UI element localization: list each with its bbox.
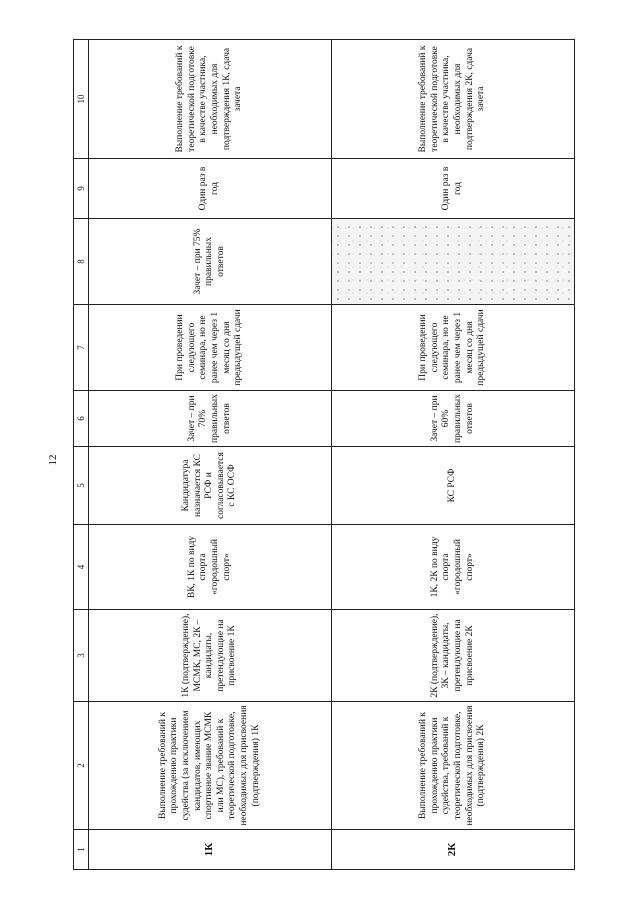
category-sport-cell: 1К, 2К по виду спорта «городошный спорт»	[332, 525, 575, 610]
requirements-cell: Выполнение требований к прохождению практики судейства (за исключением кандидатов, имеющих спортивное звание МСМК или МС), требований к теоретической подготовке, необходимых для присвоения (подтверждения) 1К	[89, 702, 332, 830]
table-row	[89, 40, 332, 870]
confirmation-cell: Выполнение требований к теоретической подготовке в качестве участника, необходимых для подтверждения 1К, сдача зачета	[89, 40, 332, 159]
test-threshold-cell: Зачет – при 60% правильных ответов	[332, 391, 575, 447]
candidates-cell: 1К (подтверждение), МСМК, МС, 2К – кандидаты, претендующие на присвоение 1К	[89, 610, 332, 702]
header-row	[74, 40, 89, 870]
frequency-cell: Один раз в год	[332, 159, 575, 219]
column-header: 9	[74, 159, 89, 219]
candidates-cell: 2К (подтверждение), 3К – кандидаты, претендующие на присвоение 2К	[332, 610, 575, 702]
category-sport-cell: ВК, 1К по виду спорта «городошный спорт»	[89, 525, 332, 610]
table-row	[332, 40, 575, 870]
retake-cell: При проведении следующего семинара, но не ранее чем через 1 месяц со дня предыдущей сдачи	[332, 305, 575, 391]
column-header: 5	[74, 447, 89, 525]
column-header: 4	[74, 525, 89, 610]
category-cell: 2К	[332, 830, 575, 870]
frequency-cell: Один раз в год	[89, 159, 332, 219]
rotated-table-container	[73, 40, 573, 870]
retake-cell: При проведении следующего семинара, но не ранее чем через 1 месяц со дня предыдущей сдачи	[89, 305, 332, 391]
scan-noise-cell	[332, 219, 575, 305]
column-header: 10	[74, 40, 89, 159]
test-threshold-cell: Зачет – при 75% правильных ответов	[89, 219, 332, 305]
appointment-cell: КС РСФ	[332, 447, 575, 525]
requirements-table	[73, 39, 575, 870]
column-header: 2	[74, 702, 89, 830]
column-header: 7	[74, 305, 89, 391]
column-header: 8	[74, 219, 89, 305]
requirements-cell: Выполнение требований к прохождению практики судейства, требований к теоретической подготовке, необходимых для присвоения (подтверждения) 2К	[332, 702, 575, 830]
column-header: 6	[74, 391, 89, 447]
test-threshold-cell: Зачет – при 70% правильных ответов	[89, 391, 332, 447]
confirmation-cell: Выполнение требований к теоретической подготовке в качестве участника, необходимых для подтверждения 2К, сдача зачета	[332, 40, 575, 159]
column-header: 1	[74, 830, 89, 870]
page-number: 12	[47, 454, 59, 466]
column-header: 3	[74, 610, 89, 702]
category-cell: 1К	[89, 830, 332, 870]
appointment-cell: Кандидатура назначается КС РСФ и согласовывается с КС ОСФ	[89, 447, 332, 525]
